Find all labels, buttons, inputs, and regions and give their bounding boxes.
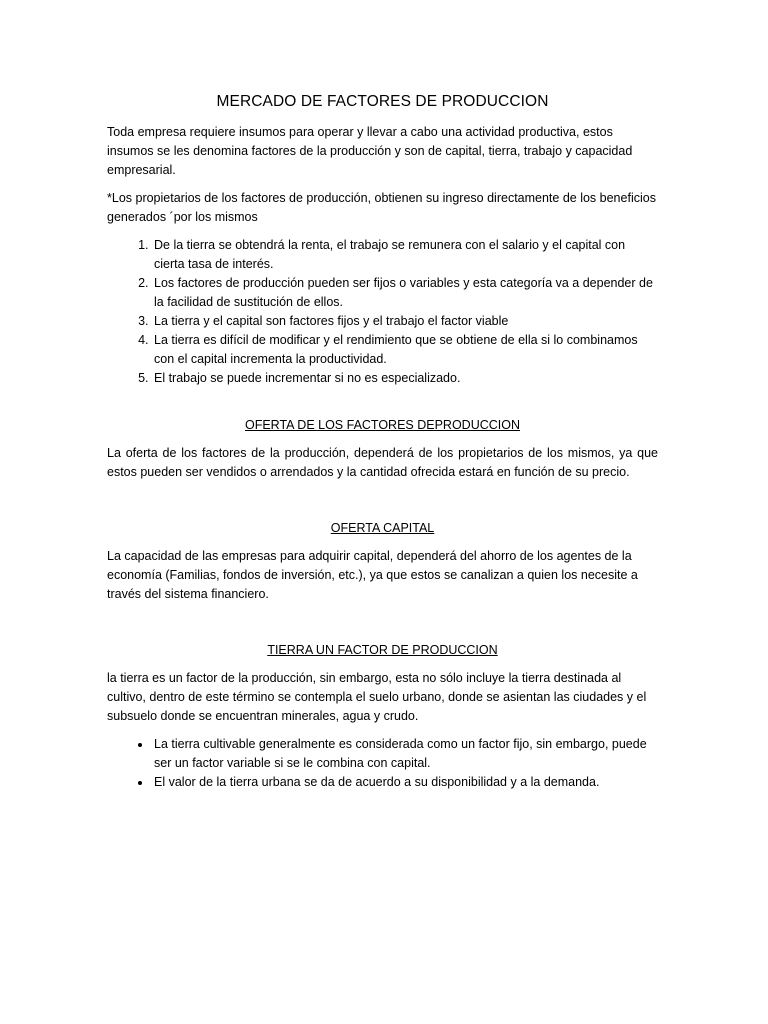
section-body-oferta-factores: La oferta de los factores de la producción, dependerá de los propietarios de los mismos, ya que estos pueden ser vendidos o arrendados y la cantidad ofrecida estará en función de su precio. <box>107 446 658 479</box>
list-item: 2. Los factores de producción pueden ser fijos o variables y esta categoría va a depender de la facilidad de sustitución de ellos. <box>152 274 658 312</box>
section-body-oferta-capital: La capacidad de las empresas para adquirir capital, dependerá del ahorro de los agentes de la economía (Familias, fondos de inversión, etc.), ya que estos se canalizan a quien los necesite a través del sistema financiero. <box>107 549 638 601</box>
intro-paragraph: Toda empresa requiere insumos para operar y llevar a cabo una actividad productiva, estos insumos se les denomina factores de la producción y son de capital, tierra, trabajo y capacidad empresarial. <box>107 125 633 177</box>
numbered-list <box>107 236 658 388</box>
list-item: 5. El trabajo se puede incrementar si no es especializado. <box>152 369 658 388</box>
section-spacer <box>107 491 658 519</box>
section-body-tierra: la tierra es un factor de la producción, sin embargo, esta no sólo incluye la tierra destinada al cultivo, dentro de este término se contempla el suelo urbano, donde se asientan las ciudades y el subsuelo donde se encuentran minerales, agua y crudo. <box>107 671 647 723</box>
owners-note-paragraph: *Los propietarios de los factores de producción, obtienen su ingreso directamente de los beneficios generados ´por los mismos <box>107 191 656 224</box>
list-item: • La tierra cultivable generalmente es considerada como un factor fijo, sin embargo, puede ser un factor variable si se le combina con capital. <box>152 735 658 773</box>
section-spacer <box>107 397 658 416</box>
section-heading-tierra: TIERRA UN FACTOR DE PRODUCCION <box>267 643 498 657</box>
list-item: 3. La tierra y el capital son factores fijos y el trabajo el factor viable <box>152 312 658 331</box>
section-spacer <box>107 613 658 641</box>
section-heading-oferta-factores: OFERTA DE LOS FACTORES DEPRODUCCION <box>244 418 521 432</box>
list-item: 4. La tierra es difícil de modificar y el rendimiento que se obtiene de ella si lo combinamos con el capital incrementa la productividad. <box>152 331 658 369</box>
list-item: • El valor de la tierra urbana se da de acuerdo a su disponibilidad y a la demanda. <box>152 773 658 792</box>
list-item: 1. De la tierra se obtendrá la renta, el trabajo se remunera con el salario y el capital con cierta tasa de interés. <box>152 236 658 274</box>
bullet-list <box>107 735 658 792</box>
page-title: MERCADO DE FACTORES DE PRODUCCION <box>216 93 549 110</box>
section-heading-oferta-capital: OFERTA CAPITAL <box>330 521 435 535</box>
